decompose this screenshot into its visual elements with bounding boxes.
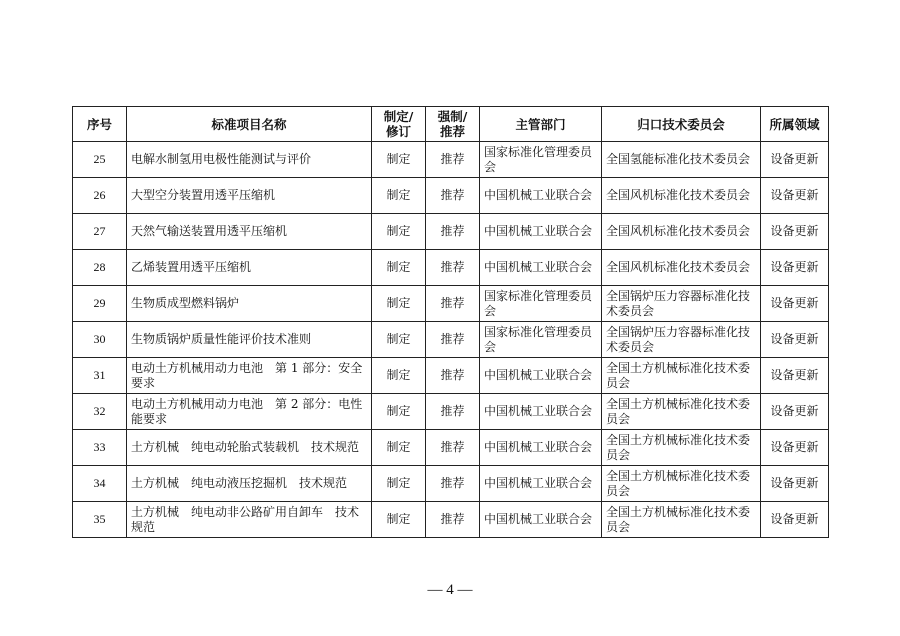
cell-field: 设备更新 [761, 286, 829, 322]
cell-nature: 推荐 [426, 250, 480, 286]
cell-seq: 33 [73, 430, 127, 466]
cell-committee: 全国土方机械标准化技术委员会 [602, 502, 761, 538]
cell-field: 设备更新 [761, 214, 829, 250]
table-body [73, 142, 829, 538]
table-row [73, 250, 829, 286]
cell-seq: 25 [73, 142, 127, 178]
cell-seq: 28 [73, 250, 127, 286]
cell-committee: 全国风机标准化技术委员会 [602, 250, 761, 286]
cell-field: 设备更新 [761, 250, 829, 286]
cell-committee: 全国土方机械标准化技术委员会 [602, 394, 761, 430]
header-name: 标准项目名称 [127, 107, 372, 142]
cell-name: 生物质成型燃料锅炉 [127, 286, 372, 322]
cell-committee: 全国氢能标准化技术委员会 [602, 142, 761, 178]
cell-seq: 29 [73, 286, 127, 322]
header-type-line1: 制定/ [383, 109, 414, 124]
cell-field: 设备更新 [761, 322, 829, 358]
cell-seq: 34 [73, 466, 127, 502]
cell-dept: 中国机械工业联合会 [480, 358, 602, 394]
cell-name: 大型空分装置用透平压缩机 [127, 178, 372, 214]
cell-committee: 全国土方机械标准化技术委员会 [602, 358, 761, 394]
cell-seq: 32 [73, 394, 127, 430]
table-row [73, 214, 829, 250]
cell-dept: 中国机械工业联合会 [480, 394, 602, 430]
cell-dept: 中国机械工业联合会 [480, 214, 602, 250]
header-dept: 主管部门 [480, 107, 602, 142]
standards-table [72, 106, 829, 538]
cell-nature: 推荐 [426, 178, 480, 214]
cell-type: 制定 [372, 286, 426, 322]
cell-nature: 推荐 [426, 358, 480, 394]
header-type [372, 107, 426, 142]
cell-nature: 推荐 [426, 502, 480, 538]
cell-seq: 35 [73, 502, 127, 538]
cell-type: 制定 [372, 358, 426, 394]
cell-committee: 全国锅炉压力容器标准化技术委员会 [602, 322, 761, 358]
cell-dept: 中国机械工业联合会 [480, 250, 602, 286]
header-type-line2: 修订 [385, 124, 411, 139]
cell-field: 设备更新 [761, 394, 829, 430]
cell-seq: 26 [73, 178, 127, 214]
cell-committee: 全国风机标准化技术委员会 [602, 214, 761, 250]
cell-name: 土方机械 纯电动非公路矿用自卸车 技术规范 [127, 502, 372, 538]
cell-name: 电动土方机械用动力电池 第 2 部分：电性能要求 [127, 394, 372, 430]
cell-dept: 中国机械工业联合会 [480, 466, 602, 502]
cell-type: 制定 [372, 466, 426, 502]
cell-nature: 推荐 [426, 394, 480, 430]
cell-name: 乙烯装置用透平压缩机 [127, 250, 372, 286]
cell-dept: 中国机械工业联合会 [480, 430, 602, 466]
table-row [73, 178, 829, 214]
cell-nature: 推荐 [426, 322, 480, 358]
cell-dept: 国家标准化管理委员会 [480, 286, 602, 322]
cell-dept: 中国机械工业联合会 [480, 178, 602, 214]
cell-type: 制定 [372, 214, 426, 250]
header-nature [426, 107, 480, 142]
table-row [73, 394, 829, 430]
table-row [73, 358, 829, 394]
table-row [73, 286, 829, 322]
cell-field: 设备更新 [761, 142, 829, 178]
table-row [73, 322, 829, 358]
cell-nature: 推荐 [426, 466, 480, 502]
cell-committee: 全国锅炉压力容器标准化技术委员会 [602, 286, 761, 322]
cell-committee: 全国土方机械标准化技术委员会 [602, 430, 761, 466]
cell-type: 制定 [372, 250, 426, 286]
table-row [73, 142, 829, 178]
cell-field: 设备更新 [761, 358, 829, 394]
cell-type: 制定 [372, 178, 426, 214]
cell-name: 电解水制氢用电极性能测试与评价 [127, 142, 372, 178]
header-nature-line1: 强制/ [437, 109, 468, 124]
header-seq: 序号 [73, 107, 127, 142]
cell-field: 设备更新 [761, 178, 829, 214]
table-row [73, 502, 829, 538]
cell-seq: 27 [73, 214, 127, 250]
cell-field: 设备更新 [761, 430, 829, 466]
table-row [73, 430, 829, 466]
cell-seq: 31 [73, 358, 127, 394]
cell-nature: 推荐 [426, 214, 480, 250]
cell-nature: 推荐 [426, 286, 480, 322]
cell-type: 制定 [372, 430, 426, 466]
cell-name: 电动土方机械用动力电池 第 1 部分：安全要求 [127, 358, 372, 394]
page-number: — 4 — [427, 582, 473, 598]
cell-dept: 中国机械工业联合会 [480, 502, 602, 538]
cell-dept: 国家标准化管理委员会 [480, 322, 602, 358]
cell-dept: 国家标准化管理委员会 [480, 142, 602, 178]
cell-type: 制定 [372, 394, 426, 430]
cell-type: 制定 [372, 142, 426, 178]
cell-name: 天然气输送装置用透平压缩机 [127, 214, 372, 250]
header-committee: 归口技术委员会 [602, 107, 761, 142]
table-header-row [73, 107, 829, 142]
cell-field: 设备更新 [761, 502, 829, 538]
cell-name: 土方机械 纯电动轮胎式装载机 技术规范 [127, 430, 372, 466]
cell-seq: 30 [73, 322, 127, 358]
header-nature-line2: 推荐 [439, 124, 465, 139]
cell-committee: 全国土方机械标准化技术委员会 [602, 466, 761, 502]
cell-type: 制定 [372, 502, 426, 538]
table-row [73, 466, 829, 502]
cell-name: 土方机械 纯电动液压挖掘机 技术规范 [127, 466, 372, 502]
cell-nature: 推荐 [426, 430, 480, 466]
cell-name: 生物质锅炉质量性能评价技术准则 [127, 322, 372, 358]
header-field: 所属领域 [761, 107, 829, 142]
cell-type: 制定 [372, 322, 426, 358]
cell-nature: 推荐 [426, 142, 480, 178]
cell-committee: 全国风机标准化技术委员会 [602, 178, 761, 214]
cell-field: 设备更新 [761, 466, 829, 502]
